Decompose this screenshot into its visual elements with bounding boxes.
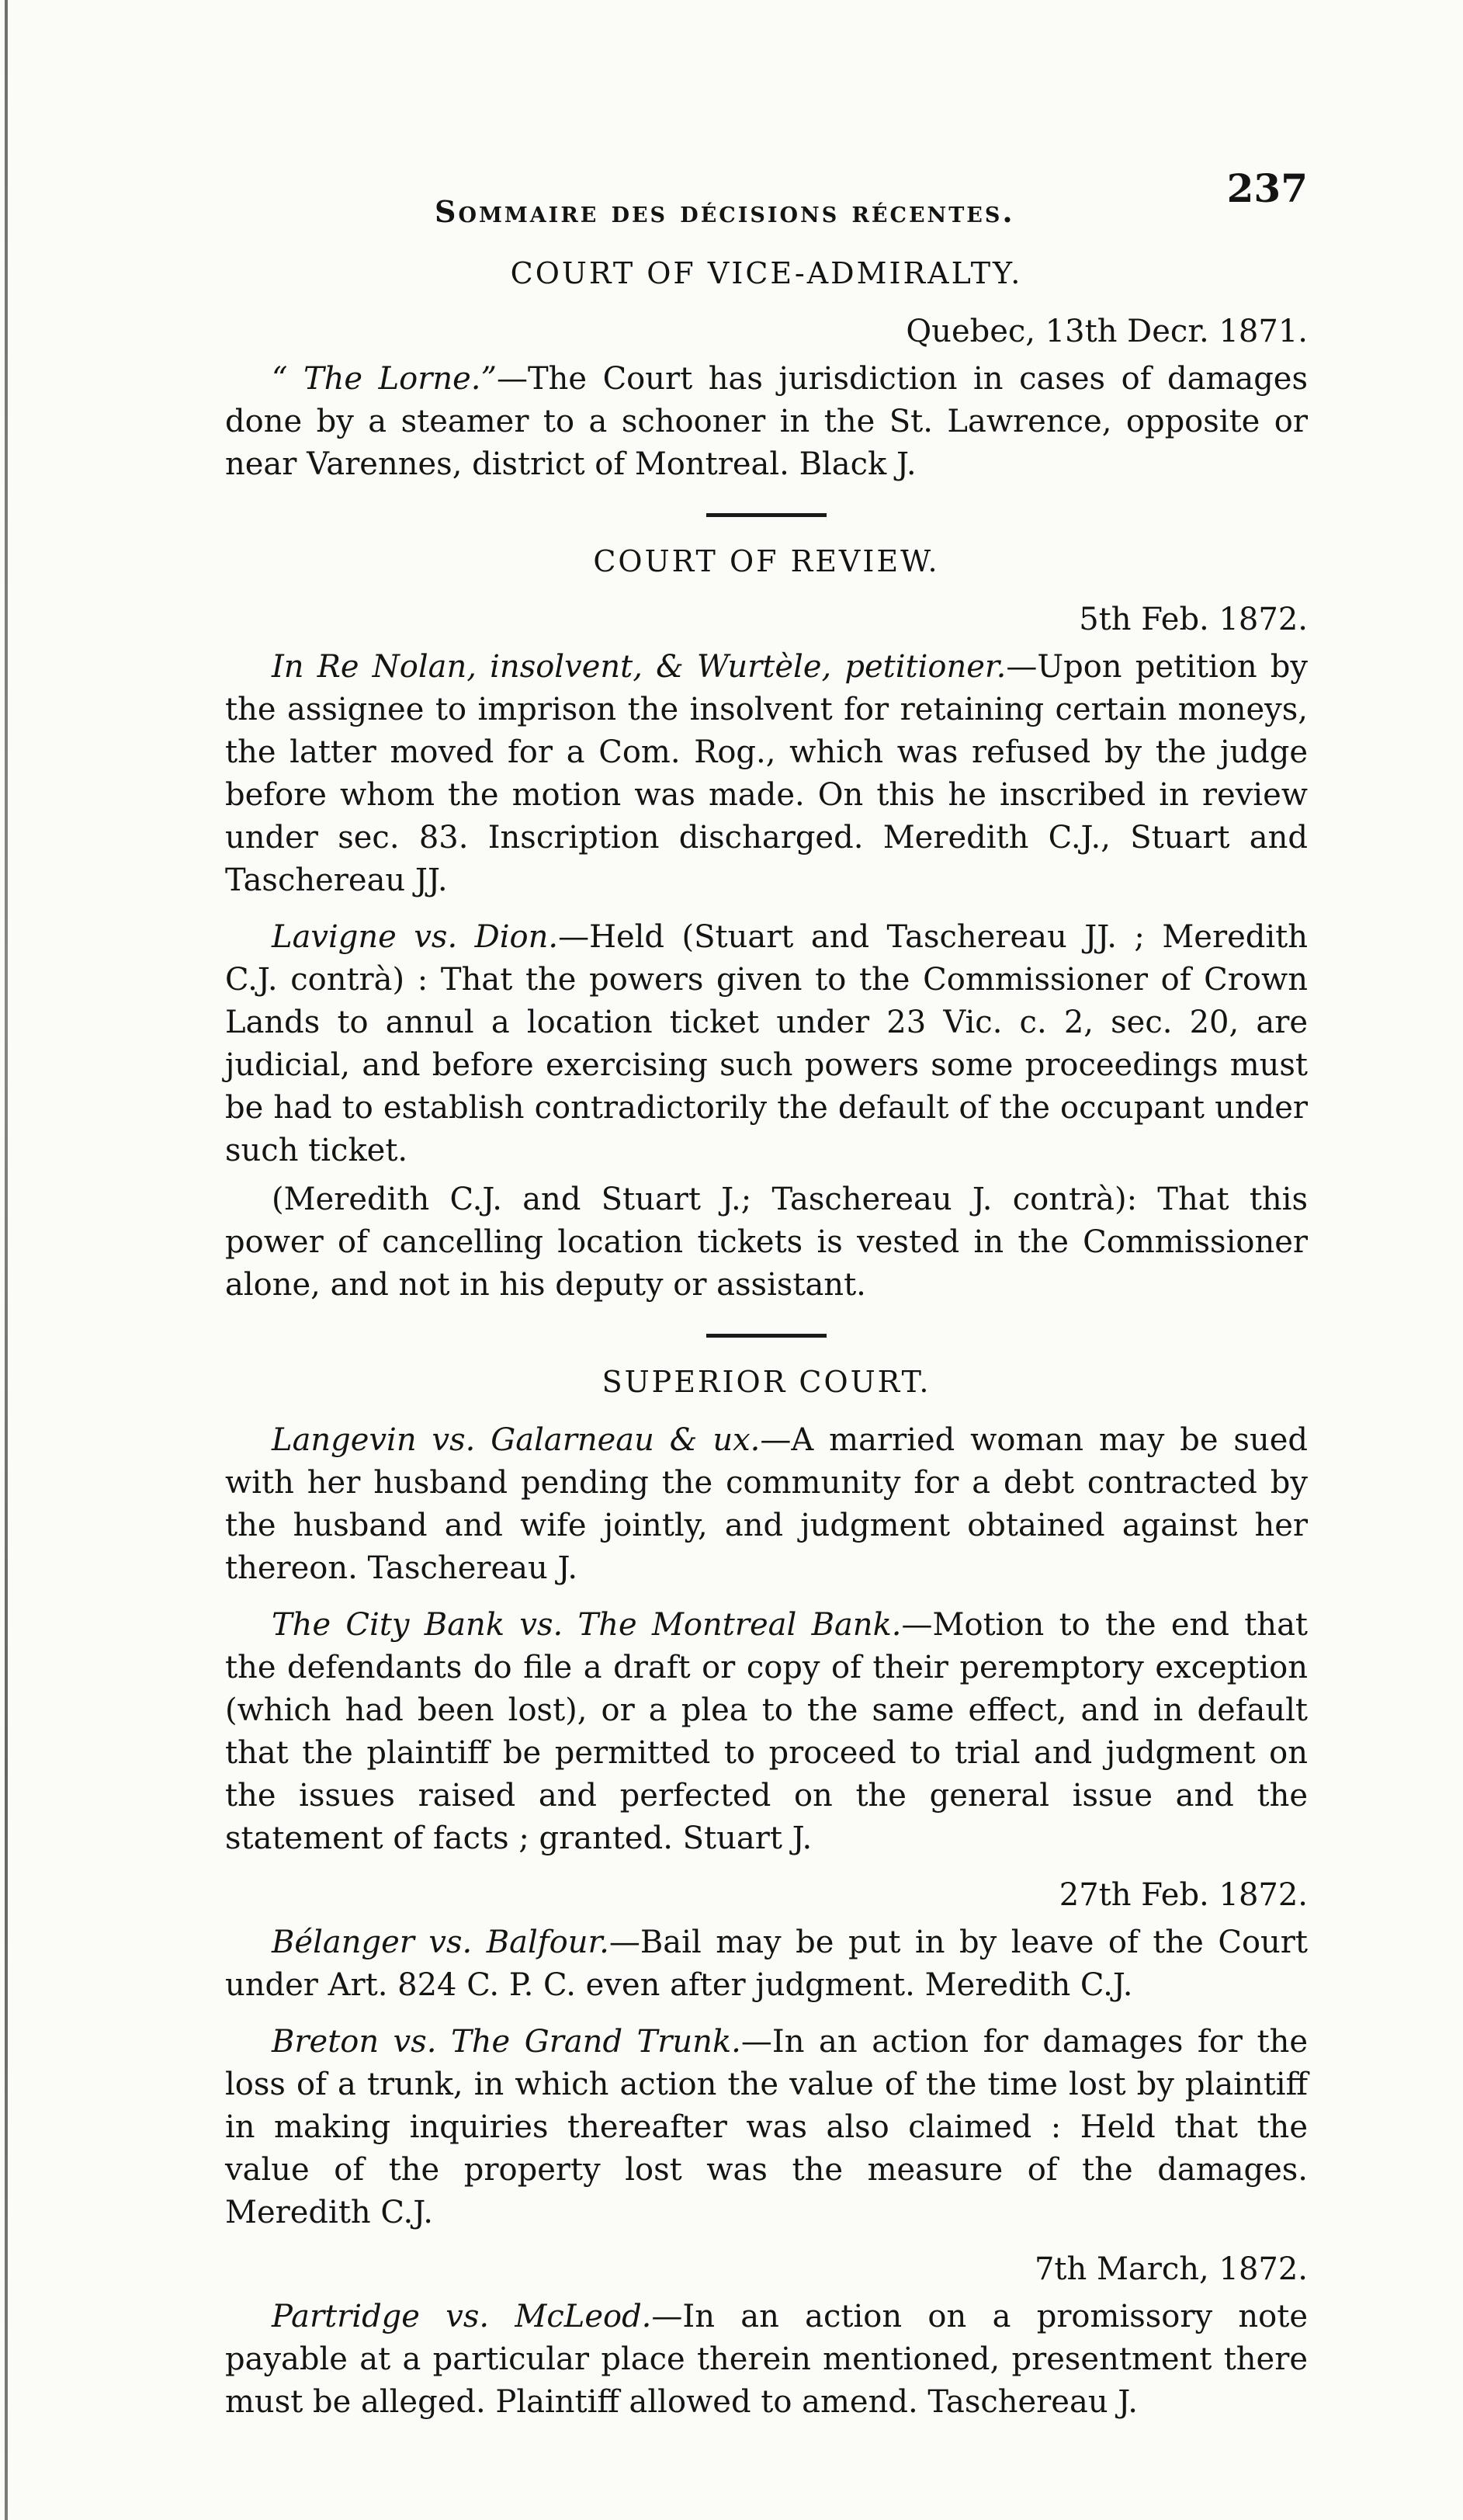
decision-text: —Upon petition by the assignee to imprison the insolvent for retaining certain moneys, the latter moved for a Com. Rog., which was refused by the judge before whom the motion was made. On this he inscribed in review under sec. 83. Inscription discharged. Meredith C.J., Stuart and Taschereau JJ. [225, 649, 1308, 898]
section-divider [706, 1334, 827, 1338]
case-name: Bélanger vs. Balfour. [272, 1925, 609, 1960]
decision-paragraph [225, 1921, 1308, 2007]
decision-paragraph [225, 1604, 1308, 1860]
decision-text: (Meredith C.J. and Stuart J.; Taschereau J. contrà): That this power of cancelling location tickets is vested in the Commissioner alone, and not in his deputy or assistant. [225, 1182, 1308, 1303]
date-line: Quebec, 13th Decr. 1871. [906, 314, 1308, 349]
decision-paragraph [225, 358, 1308, 486]
date-line: 27th Feb. 1872. [1059, 1877, 1308, 1913]
page-number: 237 [1226, 165, 1308, 211]
section-divider [706, 513, 827, 517]
case-name: Partridge vs. McLeod. [272, 2299, 652, 2334]
decision-paragraph [225, 646, 1308, 902]
decision-paragraph [225, 2021, 1308, 2234]
decision-text: —Motion to the end that the defendants do file a draft or copy of their peremptory exception (which had been lost), or a plea to the same effect, and in default that the plaintiff be permitted to proceed to trial and judgment on the issues raised and perfected on the general issue and the statement of facts ; granted. Stuart J. [225, 1607, 1308, 1856]
page-header [225, 167, 1308, 237]
decision-paragraph [225, 2296, 1308, 2424]
decision-paragraph [225, 1419, 1308, 1590]
case-name: Langevin vs. Galarneau & ux. [272, 1422, 761, 1458]
decision-text: —The Court has jurisdiction in cases of damages done by a steamer to a schooner in the St. Lawrence, opposite or near Varennes, district of Montreal. Black J. [225, 361, 1308, 482]
section-title-review: COURT OF REVIEW. [593, 544, 940, 578]
decision-text: —In an action on a promissory note payable at a particular place therein mentioned, presentment there must be alleged. Plaintiff allowed to amend. Taschereau J. [225, 2299, 1308, 2420]
decision-text: —In an action for damages for the loss of a trunk, in which action the value of the time lost by plaintiff in making inquiries thereafter was also claimed : Held that the value of the property lost was the measure of the damages. Meredith C.J. [225, 2024, 1309, 2230]
case-name: Lavigne vs. Dion. [272, 919, 559, 955]
decision-text: —Bail may be put in by leave of the Court under Art. 824 C. P. C. even after judgment. Meredith C.J. [225, 1925, 1309, 2003]
section-title-vice-admiralty: COURT OF VICE-ADMIRALTY. [510, 256, 1023, 290]
decision-text: —Held (Stuart and Taschereau JJ. ; Meredith C.J. contrà) : That the powers given to the Commissioner of Crown Lands to annul a location ticket under 23 Vic. c. 2, sec. 20, are judicial, and before exercising such powers some proceedings must be had to establish contradictorily the default of the occupant under such ticket. [225, 919, 1308, 1168]
scan-page-edge [5, 0, 8, 2520]
case-name: “ The Lorne.” [272, 361, 497, 397]
decision-text: —A married woman may be sued with her husband pending the community for a debt contracted by the husband and wife jointly, and judgment obtained against her thereon. Taschereau J. [225, 1422, 1308, 1586]
decision-paragraph [225, 1178, 1308, 1307]
date-line: 7th March, 1872. [1034, 2251, 1308, 2287]
date-line: 5th Feb. 1872. [1079, 602, 1308, 637]
case-name: The City Bank vs. The Montreal Bank. [272, 1607, 902, 1643]
document-page [225, 167, 1308, 2438]
section-title-superior: SUPERIOR COURT. [601, 1365, 931, 1399]
case-name: In Re Nolan, insolvent, & Wurtèle, petitioner. [272, 649, 1007, 685]
running-title: Sommaire des décisions récentes. [435, 194, 1015, 229]
decision-paragraph [225, 916, 1308, 1172]
case-name: Breton vs. The Grand Trunk. [272, 2024, 741, 2060]
